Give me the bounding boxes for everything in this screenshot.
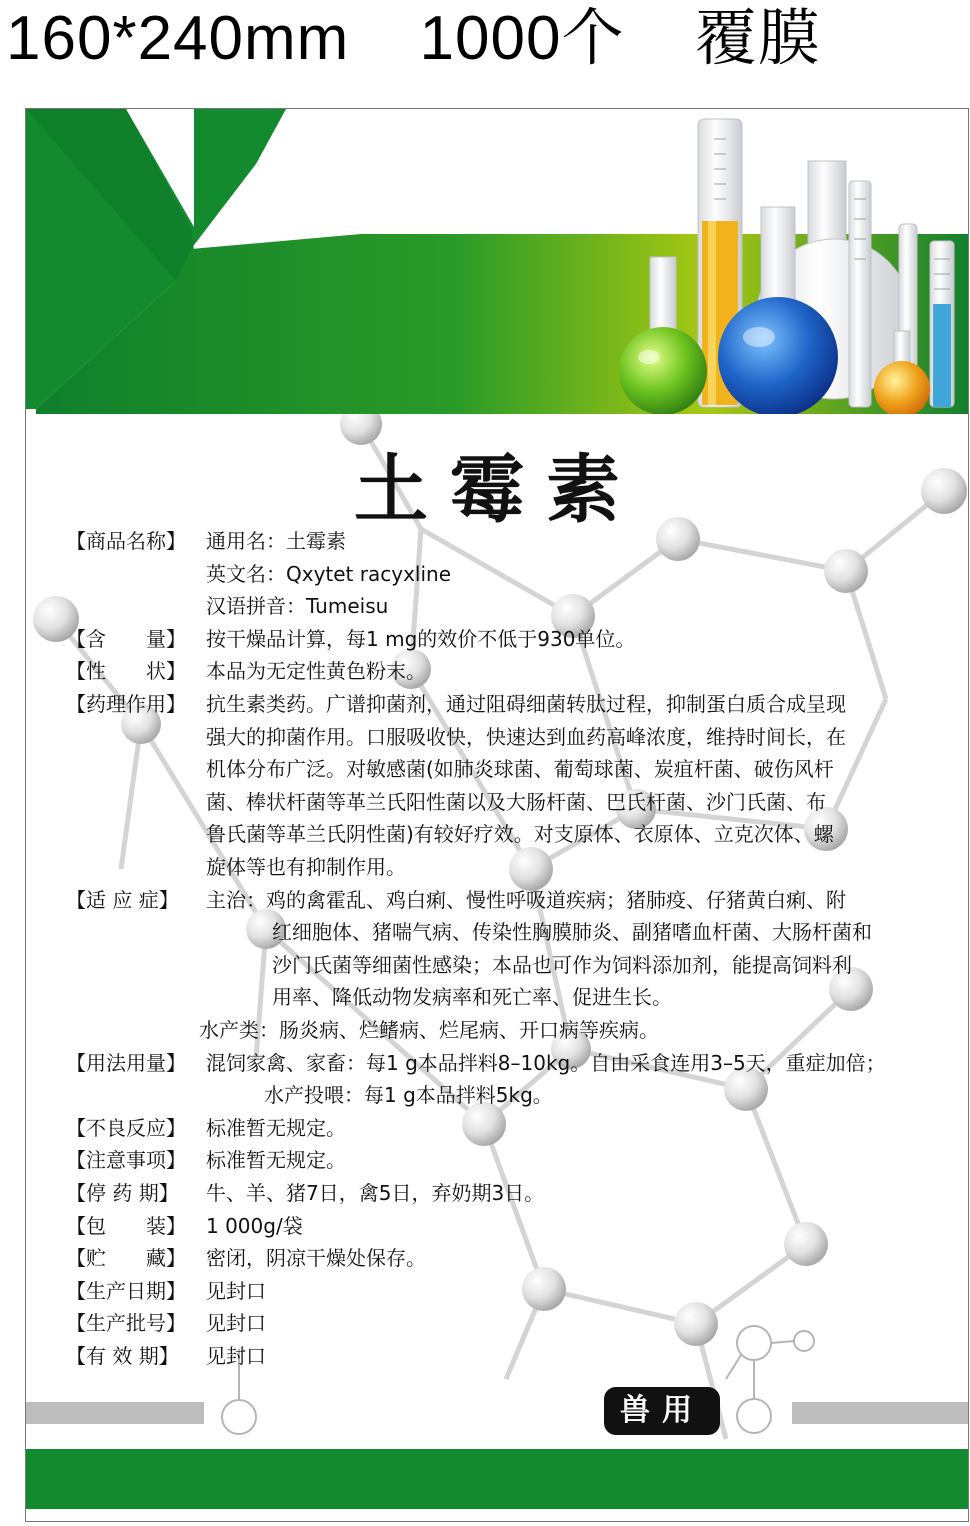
info-row <box>66 1340 206 1372</box>
spec-size: 160*240mm <box>6 4 350 73</box>
info-key: 【性 状】 <box>66 659 186 684</box>
info-row <box>66 623 206 655</box>
info-row <box>66 688 206 720</box>
info-value: 标准暂无规定。 <box>206 1148 346 1173</box>
lab-glassware-illustration <box>619 119 954 414</box>
info-row <box>66 1047 206 1079</box>
info-value: 通用名：土霉素 <box>206 529 346 553</box>
info-key: 【适 应 症】 <box>66 887 179 912</box>
info-value: 沙门氏菌等细菌性感染；本品也可作为饲料添加剂，能提高饲料利 <box>272 952 852 977</box>
veterinary-use-badge: 兽用 <box>604 1387 720 1435</box>
info-key: 【生产日期】 <box>66 1278 186 1303</box>
info-key: 【生产批号】 <box>66 1311 186 1336</box>
info-value: 英文名：Qxytet racyxline <box>206 561 451 586</box>
info-value: 用率、降低动物发病率和死亡率、促进生长。 <box>272 985 672 1010</box>
grey-bar-right <box>792 1402 969 1424</box>
info-value: 强大的抑菌作用。口服吸收快，快速达到血药高峰浓度，维持时间长，在 <box>206 724 846 749</box>
info-key: 【含 量】 <box>66 626 186 651</box>
info-row <box>66 1210 206 1242</box>
info-value: 牛、羊、猪7日，禽5日，弃奶期3日。 <box>206 1181 545 1205</box>
product-title: 土霉素 <box>354 447 642 533</box>
info-value: 按干燥品计算，每1 mg的效价不低于930单位。 <box>206 626 636 651</box>
info-value: 水产类：肠炎病、烂鳍病、烂尾病、开口病等疾病。 <box>199 1018 659 1042</box>
info-value: 主治：鸡的禽霍乱、鸡白痢、慢性呼吸道疾病；猪肺疫、仔猪黄白痢、附 <box>206 887 846 912</box>
info-row <box>66 525 206 557</box>
info-value: 汉语拼音：Tumeisu <box>206 594 389 619</box>
top-banner <box>26 109 969 414</box>
product-label <box>25 108 969 1522</box>
info-row <box>66 1307 206 1339</box>
info-row <box>66 1112 206 1144</box>
info-value: 本品为无定性黄色粉末。 <box>206 659 426 684</box>
info-value: 菌、棒状杆菌等革兰氏阳性菌以及大肠杆菌、巴氏杆菌、沙门氏菌、布 <box>206 789 826 814</box>
info-key: 【用法用量】 <box>66 1050 186 1075</box>
info-key: 【停 药 期】 <box>66 1181 179 1205</box>
info-row <box>66 1144 206 1176</box>
spec-quantity: 1000个 <box>419 4 625 73</box>
spec-header <box>6 0 821 78</box>
bottom-green-bar <box>26 1449 969 1509</box>
spec-finish: 覆膜 <box>694 4 821 73</box>
info-value: 机体分布广泛。对敏感菌(如肺炎球菌、葡萄球菌、炭疽杆菌、破伤风杆 <box>206 757 834 782</box>
info-row <box>66 1177 206 1209</box>
grey-bar-left <box>26 1402 204 1424</box>
info-key: 【包 装】 <box>66 1213 186 1238</box>
info-key: 【有 效 期】 <box>66 1344 179 1368</box>
info-key: 【不良反应】 <box>66 1115 186 1140</box>
info-value: 见封口 <box>206 1278 266 1303</box>
info-value: 旋体等也有抑制作用。 <box>206 855 406 879</box>
info-row <box>66 1242 206 1274</box>
info-value: 水产投喂：每1 g本品拌料5kg。 <box>264 1083 553 1108</box>
info-value: 密闭，阴凉干燥处保存。 <box>206 1246 426 1271</box>
info-value: 见封口 <box>206 1344 266 1368</box>
info-key: 【注意事项】 <box>66 1148 186 1173</box>
info-value: 见封口 <box>206 1311 266 1336</box>
info-value: 抗生素类药。广谱抑菌剂，通过阻碍细菌转肽过程，抑制蛋白质合成呈现 <box>206 692 846 716</box>
info-value: 标准暂无规定。 <box>206 1115 346 1140</box>
info-value: 1 000g/袋 <box>206 1213 303 1238</box>
info-row <box>66 884 206 916</box>
info-value: 鲁氏菌等革兰氏阴性菌)有较好疗效。对支原体、衣原体、立克次体、螺 <box>206 822 834 847</box>
info-key: 【贮 藏】 <box>66 1246 186 1271</box>
info-key: 【商品名称】 <box>66 529 186 553</box>
info-value: 混饲家禽、家畜：每1 g本品拌料8–10kg。自由采食连用3–5天，重症加倍； <box>206 1050 886 1075</box>
info-row <box>66 1275 206 1307</box>
info-key: 【药理作用】 <box>66 692 186 716</box>
info-value: 红细胞体、猪喘气病、传染性胸膜肺炎、副猪嗜血杆菌、大肠杆菌和 <box>272 920 872 945</box>
info-row <box>66 655 206 687</box>
